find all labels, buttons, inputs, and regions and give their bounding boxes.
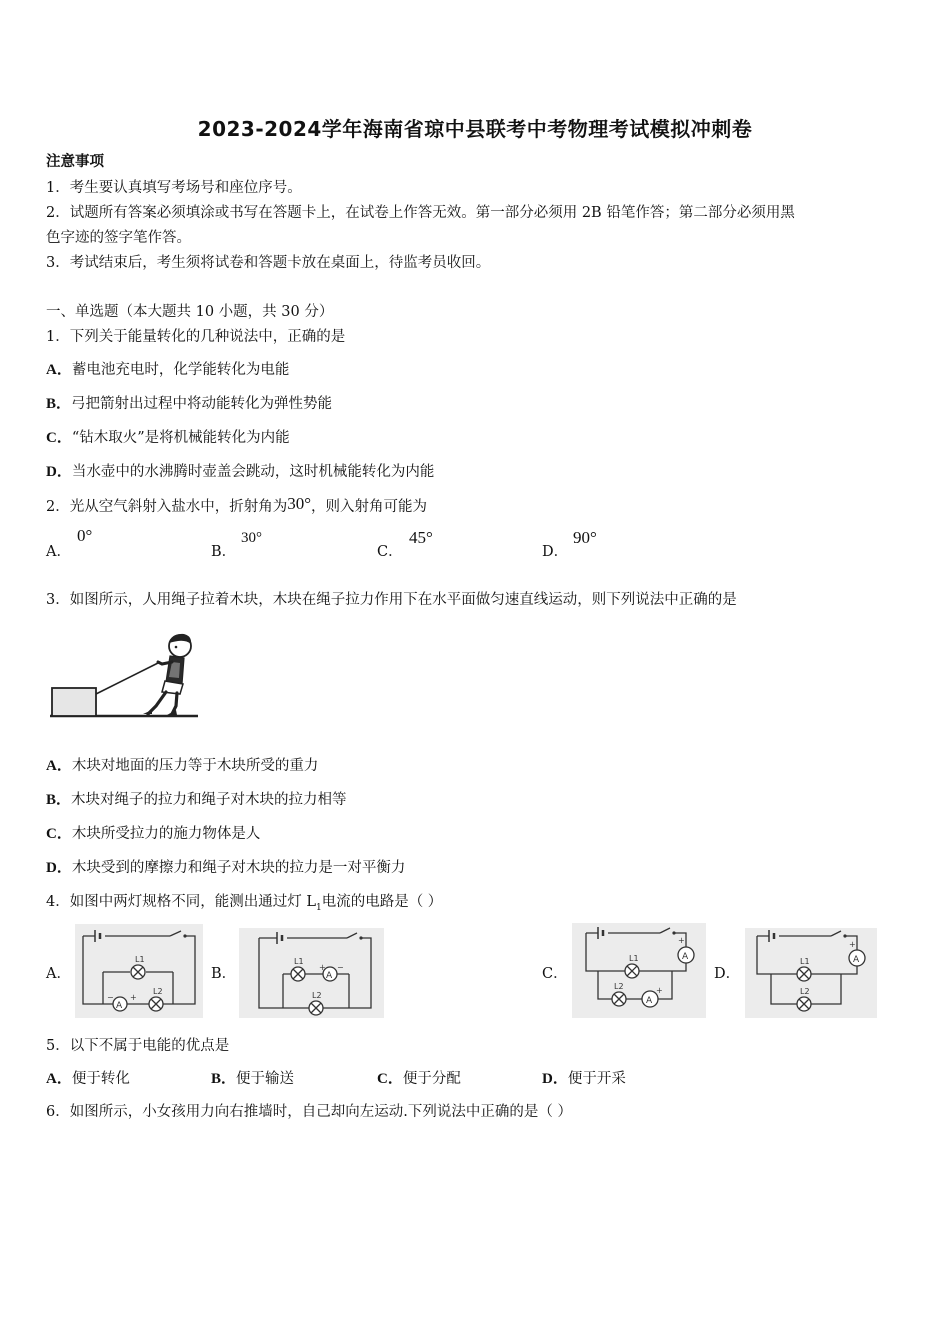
ammeter-symbol: A (326, 971, 333, 981)
q2-option-d-letter: D． (542, 544, 569, 560)
q4-option-d-letter: D． (714, 966, 741, 982)
option-text: 便于转化 (71, 1071, 130, 1087)
q3-figure (48, 632, 200, 722)
option-letter: D． (46, 860, 72, 876)
rope (96, 662, 160, 694)
q4-stem (46, 892, 442, 918)
lamp-l2-label: L2 (800, 987, 810, 996)
ammeter-symbol: A (646, 996, 653, 1006)
ammeter-minus: − (337, 963, 344, 972)
q4-option-b-letter: B． (211, 966, 237, 982)
option-text: 便于分配 (402, 1071, 461, 1087)
ammeter-minus: − (107, 993, 114, 1002)
q2-option-b-letter: B． (211, 544, 237, 560)
lamp-l1-label: L1 (135, 955, 145, 964)
notice-item-1: 1．考生要认真填写考场号和座位序号。 (46, 180, 302, 196)
option-letter: D． (46, 464, 72, 480)
notice-item-2: 2．试题所有答案必须填涂或书写在答题卡上，在试卷上作答无效。第一部分必须用 2B 铅笔作答；第二部分必须用黑 (46, 205, 795, 221)
q4-circuit-c (572, 923, 706, 1018)
q2-option-d-value: 90° (573, 528, 597, 547)
option-text: 蓄电池充电时，化学能转化为电能 (71, 362, 290, 378)
option-text: 便于开采 (567, 1071, 626, 1087)
ammeter-plus: + (849, 940, 856, 949)
q2-stem (46, 496, 427, 517)
q2-option-c-letter: C． (377, 544, 403, 560)
ammeter-symbol: A (116, 1001, 123, 1011)
lamp-l1-label: L1 (294, 957, 304, 966)
q4-circuit-d (745, 928, 877, 1018)
q3-stem: 3．如图所示，人用绳子拉着木块，木块在绳子拉力作用下在水平面做匀速直线运动，则下列说法中正确的是 (46, 592, 737, 608)
q4-stem-b: 电流的电路是（ ） (321, 894, 443, 910)
q5-option-b (211, 1069, 294, 1089)
option-letter: A． (46, 758, 72, 774)
option-text: 弓把箭射出过程中将动能转化为弹性势能 (71, 396, 333, 412)
option-letter: C． (46, 430, 72, 446)
option-text: 便于输送 (236, 1071, 295, 1087)
option-letter: D． (542, 1071, 568, 1087)
q3-option-c (46, 824, 260, 844)
q2-stem-angle: 30° (287, 494, 312, 513)
option-letter: A． (46, 1071, 72, 1087)
lamp-l2-label: L2 (614, 982, 624, 991)
q1-option-b (46, 394, 332, 414)
q4-stem-sub: 1 (315, 902, 322, 913)
q3-option-a (46, 756, 318, 776)
option-text: 当水壶中的水沸腾时壶盖会跳动，这时机械能转化为内能 (71, 464, 435, 480)
option-letter: C． (377, 1071, 403, 1087)
q4-option-c-letter: C． (542, 966, 568, 982)
q2-stem-b: ，则入射角可能为 (311, 499, 428, 515)
q2-stem-a: 2．光从空气斜射入盐水中，折射角为 (46, 499, 288, 515)
lamp-l1-label: L1 (800, 957, 810, 966)
notice-heading: 注意事项 (46, 153, 104, 170)
ammeter-plus: + (319, 963, 326, 972)
q4-option-a-letter: A． (46, 966, 71, 982)
page-title: 2023-2024学年海南省琼中县联考中考物理考试模拟冲刺卷 (197, 117, 753, 141)
option-letter: C． (46, 826, 72, 842)
option-text: 木块受到的摩擦力和绳子对木块的拉力是一对平衡力 (71, 860, 406, 876)
q4-circuit-b (239, 928, 384, 1018)
q4-stem-a: 4．如图中两灯规格不同，能测出通过灯 L (46, 894, 316, 910)
option-letter: B． (211, 1071, 237, 1087)
q2-option-a-value: 0° (77, 526, 93, 545)
option-letter: B． (46, 792, 72, 808)
ammeter-plus: + (130, 993, 137, 1002)
ammeter-plus: + (678, 936, 685, 945)
q2-option-c-value: 45° (409, 528, 433, 547)
q5-option-a (46, 1069, 130, 1089)
notice-item-2-cont: 色字迹的签字笔作答。 (46, 230, 191, 246)
q5-stem: 5．以下不属于电能的优点是 (46, 1038, 230, 1054)
lamp-l2-label: L2 (312, 991, 322, 1000)
option-text: 木块对绳子的拉力和绳子对木块的拉力相等 (71, 792, 347, 808)
option-text: 木块所受拉力的施力物体是人 (71, 826, 261, 842)
q2-option-b-value: 30° (241, 530, 262, 546)
option-letter: A． (46, 362, 72, 378)
q2-option-a-letter: A． (46, 544, 71, 560)
option-letter: B． (46, 396, 72, 412)
q5-option-d (542, 1069, 626, 1089)
boy-arm (158, 662, 172, 664)
q1-option-a (46, 360, 289, 380)
ammeter-symbol: A (853, 955, 860, 965)
q1-stem: 1．下列关于能量转化的几种说法中，正确的是 (46, 329, 346, 345)
ammeter-symbol: A (682, 952, 689, 962)
q1-option-d (46, 462, 434, 482)
q6-stem: 6．如图所示，小女孩用力向右推墙时，自己却向左运动.下列说法中正确的是（ ） (46, 1104, 572, 1120)
ammeter-plus: + (656, 986, 663, 995)
boy-pulling-block-illustration (48, 632, 200, 722)
notice-item-3: 3．考试结束后，考生须将试卷和答题卡放在桌面上，待监考员收回。 (46, 255, 491, 271)
wooden-block (52, 688, 96, 716)
q3-option-b (46, 790, 347, 810)
q1-option-c (46, 428, 290, 448)
q4-circuit-a (75, 924, 203, 1018)
lamp-l1-label: L1 (629, 954, 639, 963)
q3-option-d (46, 858, 405, 878)
option-text: “钻木取火”是将机械能转化为内能 (71, 430, 290, 446)
option-text: 木块对地面的压力等于木块所受的重力 (71, 758, 319, 774)
lamp-l2-label: L2 (153, 987, 163, 996)
q5-option-c (377, 1069, 461, 1089)
section-heading: 一、单选题（本大题共 10 小题，共 30 分） (46, 304, 334, 320)
